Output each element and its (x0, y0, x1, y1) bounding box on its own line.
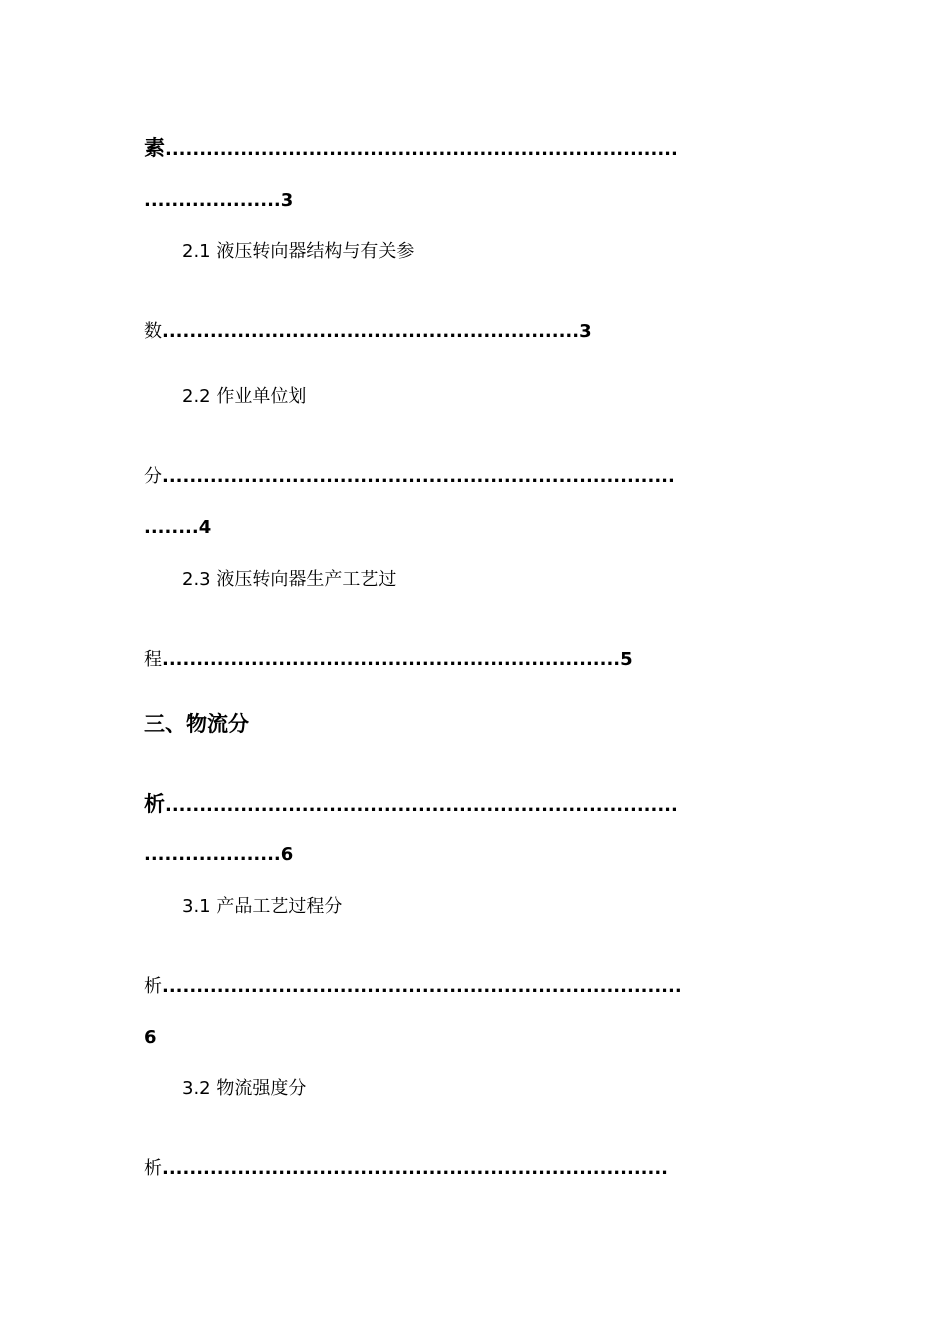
toc-entry-text: 素 (144, 136, 165, 160)
toc-line-12 (144, 846, 293, 864)
toc-page-number: 6 (280, 844, 294, 865)
toc-leader-dots: .................... (144, 844, 281, 865)
toc-section-heading: 三、物流分 (144, 712, 249, 736)
toc-line-1 (144, 138, 678, 159)
toc-leader-dots: ................................................................... (162, 649, 621, 670)
toc-entry-text: 2.2 作业单位划 (182, 386, 307, 407)
toc-line-10 (144, 714, 249, 735)
toc-leader-dots: ........................................................................... (165, 795, 678, 816)
toc-entry-text: 析 (144, 976, 162, 997)
toc-entry-text: 析 (144, 1158, 162, 1179)
toc-line-15 (144, 1029, 157, 1047)
toc-entry-text: 分 (144, 466, 162, 487)
toc-page-number: 5 (620, 649, 633, 670)
toc-page-number: 3 (579, 321, 592, 342)
toc-page-number: 6 (144, 1027, 157, 1048)
toc-entry-text: 2.1 液压转向器结构与有关参 (182, 241, 415, 262)
toc-leader-dots: ............................................................. (162, 321, 580, 342)
toc-entry-text: 数 (144, 321, 162, 342)
toc-line-14 (144, 978, 682, 996)
toc-entry-text: 2.3 液压转向器生产工艺过 (182, 569, 397, 590)
toc-leader-dots: ............................................................................ (162, 976, 682, 997)
toc-entry-text: 析 (144, 792, 165, 816)
toc-leader-dots: .................... (144, 190, 281, 211)
toc-line-2 (144, 192, 293, 210)
toc-line-7 (144, 519, 211, 537)
toc-line-6 (144, 468, 675, 486)
toc-line-17 (144, 1160, 668, 1178)
toc-leader-dots: .......................................................................... (162, 1158, 669, 1179)
toc-entry-text: 程 (144, 649, 162, 670)
toc-line-3 (182, 243, 414, 261)
toc-leader-dots: ........................................................................... (165, 139, 678, 160)
toc-leader-dots: ........ (144, 517, 199, 538)
toc-line-16 (182, 1080, 306, 1098)
toc-entry-text: 3.1 产品工艺过程分 (182, 896, 343, 917)
toc-line-11 (144, 794, 678, 815)
toc-line-5 (182, 388, 306, 406)
toc-page-number: 3 (280, 190, 294, 211)
toc-leader-dots: ........................................................................... (162, 466, 675, 487)
toc-line-13 (182, 898, 342, 916)
toc-line-8 (182, 571, 396, 589)
toc-page-number: 4 (198, 517, 212, 538)
toc-line-4 (144, 323, 592, 341)
toc-line-9 (144, 651, 633, 669)
toc-entry-text: 3.2 物流强度分 (182, 1078, 307, 1099)
